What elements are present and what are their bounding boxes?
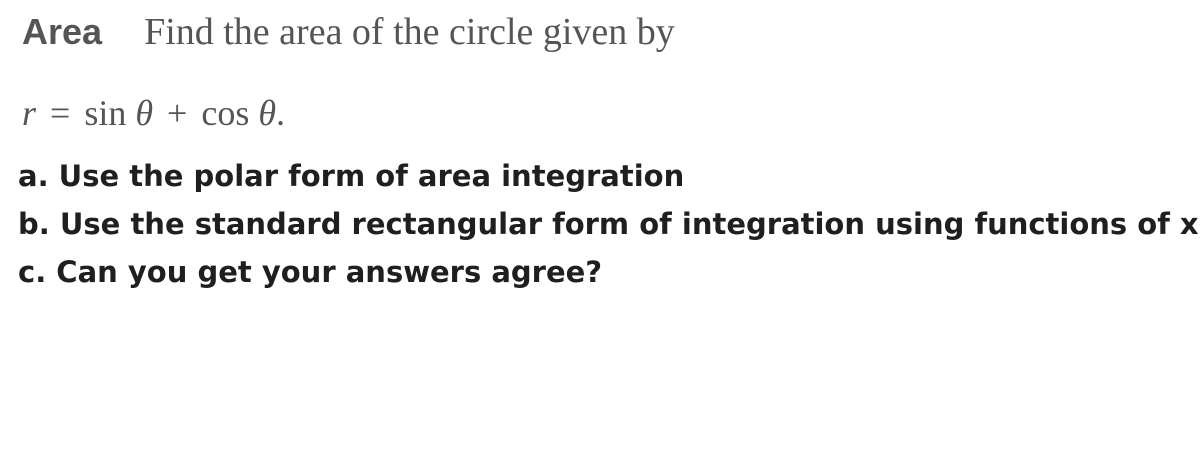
part-a: a. Use the polar form of area integration: [18, 159, 685, 193]
problem-heading: [22, 10, 675, 54]
equation-cos: cos: [201, 93, 250, 133]
equation-sin: sin: [84, 93, 127, 133]
part-c: c. Can you get your answers agree?: [18, 255, 603, 289]
equation-period: .: [276, 93, 286, 133]
polar-equation: [22, 92, 285, 134]
equation-equals: =: [50, 93, 71, 133]
question-parts: [18, 152, 1199, 296]
problem-label: Area: [22, 11, 103, 52]
part-b: b. Use the standard rectangular form of integration using functions of x: [18, 207, 1199, 241]
equation-lhs: r: [22, 93, 37, 133]
problem-text: Find the area of the circle given by: [144, 11, 675, 53]
equation-theta-2: θ: [258, 93, 277, 133]
equation-plus: +: [167, 93, 188, 133]
equation-theta-1: θ: [135, 93, 154, 133]
